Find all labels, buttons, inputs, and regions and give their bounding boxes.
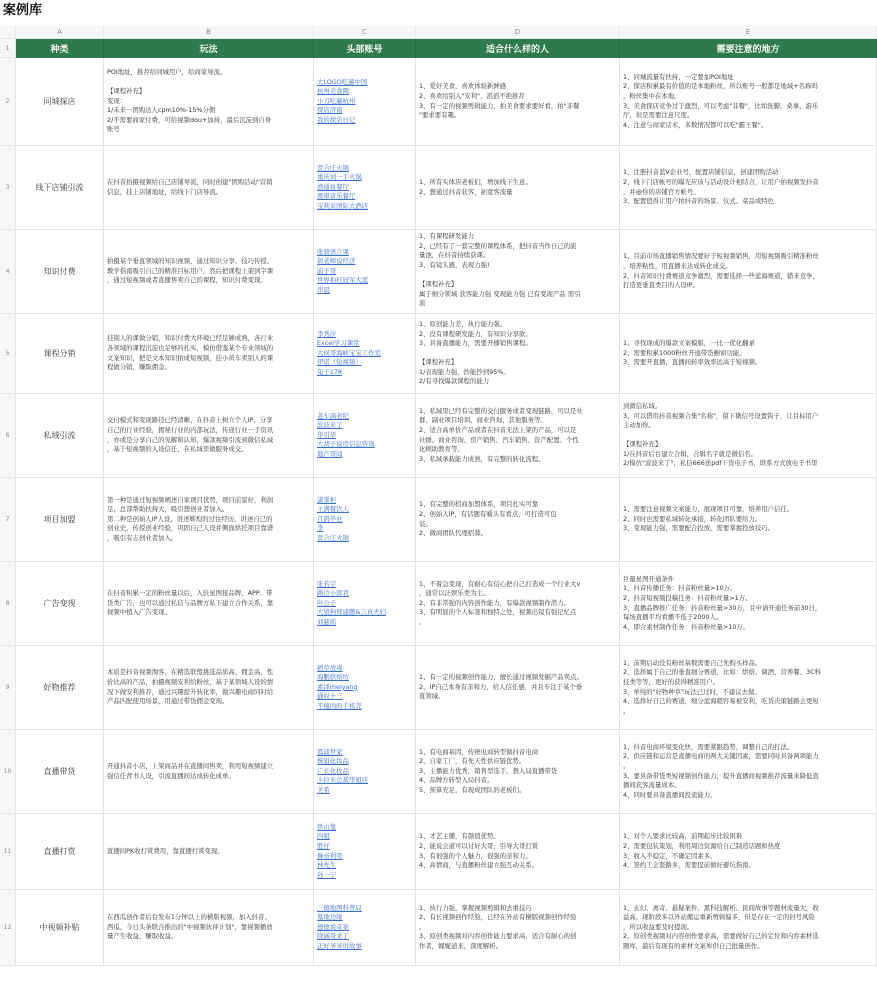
cell-text-line: 1、目前市场直播销售情况要好于短视频销售，用短视频吸引精准粉丝 [623, 252, 819, 261]
cell-text-line: 2/模仿"波波来了"，私信666送pdf干货电子书，联系方式放电子书里 [623, 459, 818, 468]
column-header-a[interactable]: A [16, 26, 104, 39]
row-number[interactable]: 8 [0, 562, 16, 646]
accounts-cell[interactable] [314, 646, 416, 730]
account-link[interactable]: 大狼狗郑建鹏&言真夫妇 [317, 608, 386, 617]
play-cell[interactable] [104, 394, 314, 478]
notes-cell[interactable] [620, 814, 877, 890]
cell-text-line: 装。 [419, 519, 432, 528]
cell-text-line: 2、需要积累1000粉丝开通带货橱窗功能。 [623, 348, 746, 357]
suitable-cell[interactable] [416, 814, 620, 890]
cell-text-line: 直领域。 [419, 692, 445, 701]
cell-text-line: 1、同城流量有扶持，一定要加POI地址 [623, 72, 734, 81]
account-link[interactable]: 小刀吃遍杭州 [317, 96, 356, 105]
account-link[interactable]: 世界拍杠冠军大蓝 [317, 276, 369, 285]
account-link[interactable]: 李 [317, 524, 324, 533]
account-link[interactable]: Excel学习课堂 [317, 339, 360, 348]
cell-text-line: 强信任背书人设，引流直播间达成转化成单。 [107, 771, 235, 780]
cell-text-line: 4、注意与商家话术，多数情况都可以吃"霸王餐"。 [623, 120, 768, 129]
cell-text-line: 4、同时要具备直播间投流能力。 [623, 790, 717, 799]
cell-text-line: 1、有完整的招商加盟体系，项目扎实可靠 [419, 500, 539, 509]
account-link[interactable]: 大LOGO吃遍中国 [317, 77, 368, 86]
cell-text-line: 开通抖音小店，上架商品并在直播间售卖，利用短视频建立 [107, 761, 274, 770]
cell-text-line: 2、想通过抖音获客，拓宽客流量 [419, 187, 513, 196]
cell-text-line: 2、探店积累最有价值的是本地粉丝，所以账号一般都是地域+名称吗 [623, 82, 818, 91]
row-number[interactable]: 6 [0, 394, 16, 478]
cell-text-line: 1、私域里已经有完整的交付服务或者变现链路，可以是社 [419, 406, 583, 415]
account-link[interactable]: 碧老师说经济 [317, 257, 356, 266]
cell-text-line: 1、不着急变现，有耐心有信心把自己打造成一个行业大v [419, 579, 581, 588]
account-link[interactable]: 菱车滴老纪 [317, 411, 349, 420]
account-link[interactable]: 月鸽毕业 [317, 514, 343, 523]
category-cell[interactable]: 中视频补贴 [16, 890, 104, 966]
cell-text-line: 3、有很强的个人魅力，很强的亲和力。 [419, 851, 532, 860]
cell-text-line: 账号 [107, 125, 120, 134]
notes-cell[interactable] [620, 646, 877, 730]
cell-text-line: 量产生收益，赚取收益。 [107, 932, 178, 941]
play-cell[interactable] [104, 230, 314, 314]
category-cell[interactable]: 知识付费 [16, 230, 104, 314]
account-link[interactable]: 德德说奇案 [317, 922, 349, 931]
account-link[interactable]: 潇掌柜 [317, 495, 337, 504]
cell-text-line: 2/不需要商家付费，可给视频dou+加持，最后沉淀到自身 [107, 115, 272, 124]
cell-text-line: 2、抖音知识付费赛道竞争激烈，需要选择一些蓝海赛道，错来竞争， [623, 271, 819, 280]
suitable-cell[interactable] [416, 394, 620, 478]
cell-text-line: 直播间PK收打赏费用，靠直播打赏变现。 [107, 846, 224, 855]
cell-text-line: ，通过短视频或者直播售卖自己的课程，知识付费变现。 [107, 276, 267, 285]
notes-cell[interactable] [620, 478, 877, 562]
cell-text-line: 3、需要开直播，直播间转率效率远高于短视频。 [623, 358, 762, 367]
cell-text-line: 【课程补充】 [419, 358, 458, 367]
cell-text-line [107, 78, 310, 88]
accounts-cell[interactable] [314, 730, 416, 814]
suitable-cell[interactable] [416, 314, 620, 394]
account-link[interactable]: 霞浦世家 [317, 747, 343, 756]
cell-text-line: 1、抖音电商环境变化快，需要紧跟趋势，调整自己的打法。 [623, 742, 794, 751]
account-link[interactable]: 卡拉米总裁华姐店 [317, 776, 369, 785]
cell-text-line: 5、预算充足，有现成团队的老板们。 [419, 785, 526, 794]
cell-text-line [623, 431, 873, 441]
cell-text-line: 1、注册抖音蓝V企业号，配置店铺信息，创建团购活动 [623, 168, 779, 177]
cell-text-line: 1、有课程研发能力 [419, 232, 475, 240]
cell-text-line: 2、同时也需要私域转化承接，转化团队要给力。 [623, 514, 762, 523]
account-link[interactable]: 渔通鱼餐厅 [317, 182, 349, 191]
cell-text-line: 播间获客流量成本。 [623, 781, 681, 790]
account-link[interactable]: 铁山靠 [317, 822, 337, 831]
account-link[interactable]: 墓地边缘 [317, 913, 343, 922]
account-link[interactable]: 赛車音乐餐厅 [317, 192, 356, 201]
play-cell[interactable] [104, 890, 314, 966]
row-number[interactable]: 12 [0, 890, 16, 966]
cell-text-line: 本质是抖音视频淘客，在精选联盟挑选品质高、佣金高、性 [107, 668, 274, 677]
cell-text-line: 货类广告，也可以通过私信与品牌方私下建立合作关系，靠 [107, 598, 274, 607]
account-link[interactable]: 宝利来国际大酒店 [317, 201, 369, 210]
account-link[interactable]: 贤合庄火锅 [317, 533, 349, 542]
cell-text-line: 3、单纯的"好物种草"玩法已过时，不建议去做。 [623, 687, 761, 696]
cell-text-line: 1、所有实体店老板们，增加线下生意。 [419, 177, 532, 186]
cell-text-line: 1、前期启动没有粉丝基数需要自己先购买样品。 [623, 658, 762, 667]
account-link[interactable]: 叶公子 [317, 598, 337, 607]
cell-text-line: 信息，挂上店铺地址，给线下门店导流。 [107, 187, 223, 196]
header-cell[interactable]: 种类 [16, 39, 104, 58]
play-cell[interactable] [104, 730, 314, 814]
row-number[interactable]: 2 [0, 58, 16, 146]
cell-text-line: 作者，娓娓道来，深度解析。 [419, 941, 503, 950]
account-link[interactable]: 正好爷爷讲故事 [317, 941, 362, 950]
suitable-cell[interactable] [416, 646, 620, 730]
accounts-cell[interactable] [314, 230, 416, 314]
cell-text-line: 1、抖音传播任务：抖音粉丝量>10万。 [623, 584, 737, 593]
play-cell[interactable] [104, 478, 314, 562]
account-link[interactable]: 猫奴十三 [317, 692, 343, 701]
cell-text-line: 2、选择属于自己的垂直细分赛道，比如：烘焙、调酒、营养餐、3C科 [623, 668, 821, 677]
account-link[interactable]: 婉姐化妆品 [317, 757, 349, 766]
account-link[interactable]: 素泽meiyang [317, 682, 358, 691]
account-link[interactable]: 大侯哥海峡宝宝工作室 [317, 348, 381, 357]
cell-text-line: 创业史，传授创业经验，巩固自己人设并侧面烘托项目靠谱 [107, 524, 274, 533]
cell-text-line: 视频中植入广告变现。 [107, 608, 171, 617]
play-cell[interactable] [104, 562, 314, 646]
page-title: 案例库 [3, 3, 43, 18]
account-link[interactable]: 波波来了 [317, 421, 343, 430]
cell-text-line: 到微信私域。 [623, 401, 662, 410]
spreadsheet[interactable] [0, 26, 877, 1000]
account-link[interactable]: 稻草放毒 [317, 663, 343, 672]
header-cell[interactable]: 头部账号 [314, 39, 416, 58]
notes-cell[interactable] [620, 146, 877, 230]
accounts-cell[interactable] [314, 394, 416, 478]
account-link[interactable]: 晓涵哥来了 [317, 932, 349, 941]
cell-text-line: 1、原创能力差，执行能力强。 [419, 319, 507, 328]
cell-text-line: 巨量星图开通条件 [623, 574, 675, 583]
account-link[interactable]: 兔子178 [317, 367, 342, 376]
accounts-cell[interactable] [314, 314, 416, 394]
cell-text-line: 3、可以借用抖音视频合集"名称"，留下微信号设置钩子，让目标用户 [623, 411, 819, 420]
cell-text-line [419, 270, 616, 280]
account-link[interactable]: 李秀汐 [317, 329, 337, 338]
cell-text-line: 【课程补充】 [419, 279, 458, 288]
account-link[interactable]: 三傻地图科普局 [317, 903, 362, 912]
cell-text-line: 题库，最后有现有的素材文案库供自己批量创作。 [623, 941, 764, 950]
cell-text-line: ，所以收益要及时提现。 [623, 922, 694, 931]
column-header-e[interactable]: E [620, 26, 877, 39]
accounts-cell[interactable] [314, 562, 416, 646]
account-link[interactable]: 林先生 [317, 861, 337, 870]
header-cell[interactable]: 适合什么样的人 [416, 39, 620, 58]
cell-text-line: 交付模式和变现路径已经清晰，在抖音上树立个人IP，分享 [107, 416, 273, 425]
category-cell[interactable]: 同城探店 [16, 58, 104, 146]
category-cell[interactable]: 直播带货 [16, 730, 104, 814]
suitable-cell[interactable] [416, 562, 620, 646]
row-number[interactable]: 3 [0, 146, 16, 230]
notes-cell[interactable] [620, 730, 877, 814]
cell-text-line: 自己的行业经验，揭秘行业的内部玩法，传递行业一手资讯 [107, 425, 274, 434]
cell-text-line: 【课程补充】 [623, 440, 662, 449]
accounts-cell[interactable] [314, 478, 416, 562]
category-cell[interactable]: 私域引流 [16, 394, 104, 478]
account-link[interactable]: 华引华 [317, 430, 337, 439]
cell-text-line: 2、需要包装策划，利用周边资源给自己制造话题和热度 [623, 841, 781, 850]
cell-text-line: 2、有非常强的内容创作能力，有爆款视频制作潜力。 [419, 598, 571, 607]
play-cell[interactable] [104, 314, 314, 394]
account-link[interactable]: 贤合庄火锅 [317, 163, 349, 172]
suitable-cell[interactable] [416, 230, 620, 314]
suitable-cell[interactable] [416, 730, 620, 814]
cell-text-line: 拍摄某个垂直领域的知识视频，通过知识分享、技巧传授、 [107, 257, 274, 266]
corner-cell[interactable] [0, 26, 16, 39]
cell-text-line: 况下做安利推荐，通过兴趣提升转化率，做兴趣电商同时给 [107, 687, 274, 696]
cell-text-line: ，吸引有志创业者加入。 [107, 533, 178, 542]
category-cell[interactable]: 线下店铺引流 [16, 146, 104, 230]
cell-text-line: 文案知识，把是文本知识拍成短视频，挂小黄车卖别人的课 [107, 353, 274, 362]
cell-text-line: 在西瓜创作者后台发布1分钟以上的横版视频，加入抖音、 [107, 913, 271, 922]
cell-text-line: 【课程补充】 [107, 87, 146, 96]
notes-cell[interactable] [620, 394, 877, 478]
cell-text-line: 2、创始人IP，有话题有嚼头有看点，可打造可包 [419, 509, 557, 518]
cell-text-line: 技类等等，更好的获得精准用户。 [623, 677, 719, 686]
account-link[interactable]: 我的探店日记 [317, 115, 356, 124]
suitable-cell[interactable] [416, 146, 620, 230]
row-number[interactable]: 4 [0, 230, 16, 314]
cell-text-line: 2、自家工厂，有先天性供应链优势。 [419, 757, 526, 766]
account-link[interactable]: 王满餐饮人 [317, 505, 349, 514]
cell-text-line: 属于细分领域 获客能力强 变现能力强 已有变现产品 需引 [419, 289, 581, 298]
header-cell[interactable]: 需要注意的地方 [620, 39, 877, 58]
row-number[interactable]: 9 [0, 646, 16, 730]
cell-text-line: 群、副业项目培训、商业咨询、其他服务等。 [419, 416, 547, 425]
row-number[interactable]: 10 [0, 730, 16, 814]
row-number[interactable]: 11 [0, 814, 16, 890]
cell-text-line: 各领域的课程沉淀也足够的扎实，模仿借鉴某个专业领域的 [107, 343, 274, 352]
account-link[interactable]: 地产哥闻 [317, 449, 343, 458]
cell-text-line: 厅，但是需要注意尺度。 [623, 111, 694, 120]
account-link[interactable]: 四姐 [317, 832, 330, 841]
account-link[interactable]: 不瘦肉的手机壳 [317, 701, 362, 710]
account-link[interactable]: 探店济南 [317, 106, 343, 115]
cell-text-line: 3、原创类视频对内容创作能力要求高，适合有耐心的创 [419, 932, 577, 941]
account-link[interactable]: 孙一宁 [317, 870, 337, 879]
cell-text-line: 价比高的产品，拍摄视频安利给粉丝，基于某领域人设的情 [107, 677, 274, 686]
cell-text-line: 1、需要注意视频文案能力，展现项目可靠，培养用户信任。 [623, 505, 794, 514]
play-cell[interactable] [104, 646, 314, 730]
cell-text-line: 3、美食探店竞争过于激烈，可以考虑"非餐"，比如洗脚、桑拿、游乐 [623, 101, 819, 110]
cell-text-line: ，通常以泛娱乐类为主。 [419, 589, 490, 598]
cell-text-line: 1、才艺主播，有颜值优势。 [419, 832, 500, 841]
play-cell[interactable] [104, 58, 314, 146]
play-cell[interactable] [104, 814, 314, 890]
account-link[interactable]: 刘慈瑶 [317, 617, 337, 626]
cell-text-line: 2、已经有了一套完整的课程体系，把抖音当作自己的流 [419, 241, 577, 250]
cell-text-line: 2、原创类视频对内容创作要求高，需要做好自己的定位和内容素材选 [623, 932, 819, 941]
cell-text-line: 1、爱好美食，喜欢体验新鲜感 [419, 82, 507, 91]
column-header-d[interactable]: D [416, 26, 620, 39]
cell-text-line: ，并@你的店铺官方帐号。 [623, 187, 700, 196]
cell-text-line: 量池，在抖音持续获课。 [419, 251, 490, 260]
cell-text-line: 。 [623, 706, 630, 715]
category-cell[interactable]: 项目加盟 [16, 478, 104, 562]
cell-text-line: 2、抖音短视频投稿任务：抖音粉丝量>1万。 [623, 593, 752, 602]
cell-text-line: 流 [419, 299, 426, 308]
cell-text-line: 2/有寻找爆款课程的能力 [419, 377, 490, 386]
cell-text-line: 1、有电商基因，传统电商转型做抖音电商 [419, 747, 539, 756]
category-cell[interactable]: 课程分销 [16, 314, 104, 394]
account-link[interactable]: 美希 [317, 785, 330, 794]
column-header-b[interactable]: B [104, 26, 314, 39]
cell-text-line: 3、具备直播能力，需要开播销售课程。 [419, 339, 532, 348]
cell-text-line: 2、线下门店帐号的曝光应该与活动设计相结合，让用户拍视频发抖音 [623, 177, 819, 186]
row-number[interactable]: 5 [0, 314, 16, 394]
row-number[interactable]: 1 [0, 39, 16, 58]
cell-text-line [419, 349, 616, 359]
cell-text-line: 2、适合高单价产品或者在抖音无法上架的产品，可以是 [419, 425, 577, 434]
cell-text-line: 4、品牌方转型入局抖音。 [419, 776, 494, 785]
cell-text-line: 化顾助教育等。 [419, 445, 464, 454]
cell-text-line: "要求要有趣。 [419, 111, 461, 120]
notes-cell[interactable] [620, 230, 877, 314]
cell-text-line: 4、签约工会套路多，需要提前做好避坑指南。 [623, 861, 755, 870]
cell-text-line: 3、主播能力优秀，销售型选手，想入局直播带货 [419, 766, 558, 775]
account-link[interactable]: 伊诺（短视频） [317, 358, 362, 367]
column-header-c[interactable]: C [314, 26, 416, 39]
account-link[interactable]: 张骁语言课 [317, 247, 349, 256]
account-link[interactable]: 串晨 [317, 285, 330, 294]
cell-text-line: 3、直播品牌推广任务：抖音粉丝量>30万，且申请开通任务前30日， [623, 603, 822, 612]
cell-text-line: 3、要具备带货类短视频创作能力，提升直播间视频推荐流量来降低直 [623, 771, 819, 780]
cell-text-line: ，基于短视频的人设信任，在私域里做服务成交。 [107, 445, 248, 454]
cell-text-line: 3、配置值得让用户拍抖音的场景、仪式、菜品或特色 [623, 197, 775, 206]
account-link[interactable]: 海鹏烘焙坊 [317, 673, 349, 682]
cell-text-line: 4、选择好自己的赛道，细分蓝海超容易被安利，吃货决策链路会更短 [623, 697, 819, 706]
cell-text-line: 。 [419, 617, 426, 626]
account-link[interactable]: 广长化妆品 [317, 766, 349, 775]
category-cell[interactable]: 广告变现 [16, 562, 104, 646]
cell-text-line: 1、寻找现成的爆款文案模版，一比一优化翻录 [623, 339, 755, 348]
cell-text-line: 1、执行力强，掌握视频剪辑和去重技巧 [419, 903, 532, 912]
account-link[interactable]: 张若宇 [317, 579, 337, 588]
cell-text-line: 2、供应链和运营是直播电商的两大关键因素，需要同时具备两项能力 [623, 752, 819, 761]
cell-text-line: 每场直播平均看播不低于2000人。 [623, 613, 723, 622]
cell-text-line: 3、私域承载能力成熟，有完整的转化流程。 [419, 454, 545, 463]
cell-text-line: ，培养粘性，用直播来达成转化成交。 [623, 261, 732, 270]
account-link[interactable]: 重庆刘一手火锅 [317, 173, 362, 182]
cell-text-line: 2、有长视频创作经验，已经在外站有横版视频创作经验 [419, 913, 577, 922]
notes-cell[interactable] [620, 562, 877, 646]
cell-text-line: 2、微商团队代理招募。 [419, 529, 487, 538]
cell-text-line: ，粉丝集中在本地。 [623, 91, 681, 100]
suitable-cell[interactable] [416, 890, 620, 966]
account-link[interactable]: 胜仔 [317, 841, 330, 850]
cell-text-line: 挂别人的课做分销，知识付费大环境已经足够成熟，各行业 [107, 334, 274, 343]
header-cell[interactable]: 玩法 [104, 39, 314, 58]
cell-text-line: 教学指南吸引自己的精准目标用户，然后把课程上架到字课 [107, 266, 274, 275]
cell-text-line: 3、收入不稳定，不确定因素多。 [623, 851, 717, 860]
cell-text-line: 足，总部帮助扶持大，吸引想创业者加入。 [107, 505, 229, 514]
play-cell[interactable] [104, 146, 314, 230]
account-link[interactable]: 崩子哥 [317, 266, 337, 275]
cell-text-line: ，亦或是分享自己的见解和认知，爆款视频引流到微信私域 [107, 435, 274, 444]
cell-text-line: 。 [623, 761, 630, 770]
cell-text-line: 3、有明显的个人标签和独特之处，视频出镜有强记忆点 [419, 608, 577, 617]
cell-text-line: 1/表现能力强，抄能抄到95%。 [419, 367, 510, 376]
notes-cell[interactable] [620, 890, 877, 966]
cell-text-line: 西瓜、今日头条联合推出的"中视频伙伴计划"，靠视频播放 [107, 922, 273, 931]
accounts-cell[interactable] [314, 814, 416, 890]
accounts-cell[interactable] [314, 146, 416, 230]
account-link[interactable]: 杭州美食圈 [317, 87, 349, 96]
cell-text-line: 3、有一定的视频剪辑能力，拍美食要求要好看，拍"非餐 [419, 101, 580, 110]
cell-text-line: 程做分销，赚取佣金。 [107, 363, 171, 372]
notes-cell[interactable] [620, 58, 877, 146]
cell-text-line: 2、能说会道可以讨好大哥，引导大哥打赏 [419, 841, 539, 850]
cell-text-line: 2、喜欢给别人"安利"，滔滔不绝推荐 [419, 91, 525, 100]
accounts-cell[interactable] [314, 58, 416, 146]
cell-text-line: 益高，现阶段多以外站搬运重新剪辑偏多，但是存在一定的封号风险 [623, 913, 815, 922]
cell-text-line: 第二种是创始人IP人设，讲述辉煌的过往经历，讲述自己的 [107, 514, 273, 523]
row-number[interactable]: 7 [0, 478, 16, 562]
cell-text-line: 4、高情商，与直播粉丝建立强互动关系。 [419, 861, 539, 870]
cell-text-line: 在抖音拍摄视频给自己店铺导流，同时创建"团购活动"营销 [107, 177, 273, 186]
account-link[interactable]: 舞帝利哥 [317, 851, 343, 860]
cell-text-line: 1、有一定的视频创作能力，擅长通过视频发掘产品卖点。 [419, 673, 583, 682]
account-link[interactable]: 路边小郎君 [317, 589, 349, 598]
account-link[interactable]: 大胡子说房信息咨询 [317, 440, 375, 449]
accounts-cell[interactable] [314, 890, 416, 966]
cell-text-line: 。 [419, 922, 426, 931]
cell-text-line: 2、IP自己本身有亲和力，给人信任感，并且专注于某个垂 [419, 682, 583, 691]
cell-text-line: 1/未来一团购达人cpm10%-15%分佣 [107, 106, 216, 115]
cell-text-line: 1、对个人要求比较高，前期起步比较困难 [623, 832, 743, 841]
cell-text-line: 产品匹配使用场景，用通过带货佣金变现。 [107, 697, 229, 706]
cell-text-line: 2、没有课程研发能力，有知识分享欲。 [419, 329, 532, 338]
cell-text-line: 4、即合素材制作任务：抖音粉丝量>10万。 [623, 622, 750, 631]
cell-text-line: 1/在抖音后台建立合辑，合辑名字就是微信名。 [623, 449, 758, 458]
cell-text-line: 主动加你。 [623, 421, 655, 430]
cell-text-line: 3、变现能力强，需要配合投放，需要掌握投放技巧。 [623, 524, 775, 533]
suitable-cell[interactable] [416, 478, 620, 562]
cell-text-line: 社群、商业咨询、房产销售、汽车销售、资产配置、个性 [419, 435, 579, 444]
cell-text-line: 第一种是通过短视频阐述自家项目优势，项目前景好，利润 [107, 495, 274, 504]
cell-text-line: 变现： [107, 96, 127, 105]
cell-text-line: 打造更垂直类目的人设IP。 [623, 281, 700, 290]
cell-text-line: 在抖音积累一定的粉丝量以后，入驻星图接品牌、APP、带 [107, 589, 273, 598]
category-cell[interactable]: 直播打赏 [16, 814, 104, 890]
cell-text-line: POI地址，推荐给同城用户，给商家导流。 [107, 67, 227, 76]
cell-text-line: 3、有镜头感，表现力强! [419, 260, 490, 269]
category-cell[interactable]: 好物推荐 [16, 646, 104, 730]
notes-cell[interactable] [620, 314, 877, 394]
cell-text-line: 1、玄幻、离奇、悬疑案件、黑科技解析、民间故事等题材流量大，收 [623, 903, 819, 912]
suitable-cell[interactable] [416, 58, 620, 146]
